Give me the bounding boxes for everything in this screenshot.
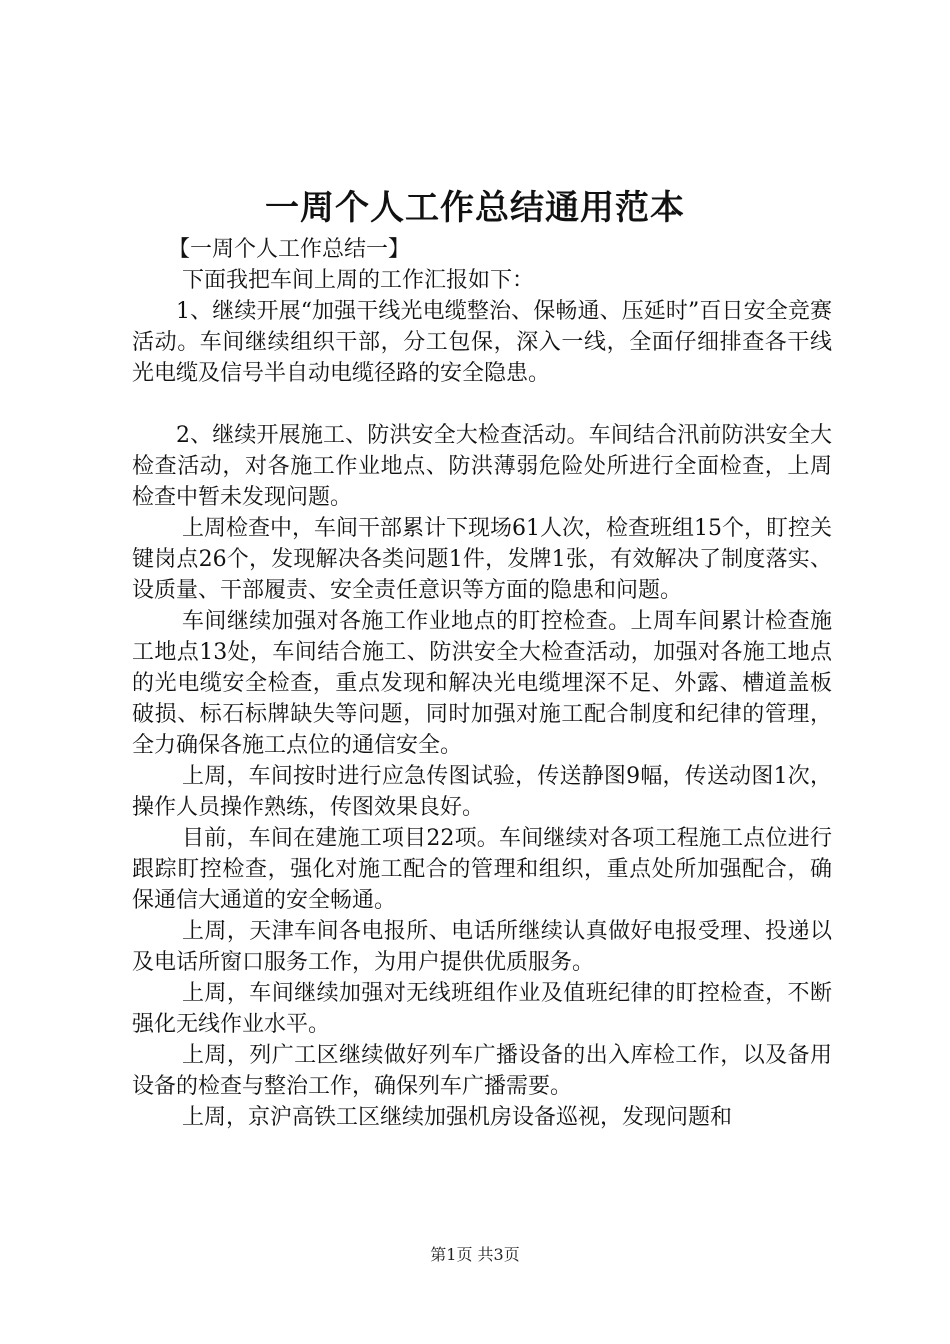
paragraph-telegraph: 上周，天津车间各电报所、电话所继续认真做好电报受理、投递以及电话所窗口服务工作，为用户提供优质服务。 <box>132 919 832 975</box>
document-title: 一周个人工作总结通用范本 <box>265 188 685 228</box>
paragraph-item-1: 1、继续开展“加强干线光电缆整治、保畅通、压延时”百日安全竞赛活动。车间继续组织干部，分工包保，深入一线，全面仔细排查各干线光电缆及信号半自动电缆径路的安全隐患。 <box>132 299 832 386</box>
paragraph-inspection-stats: 上周检查中，车间干部累计下现场61人次，检查班组15个，盯控关键岗点26个，发现解决各类问题1件，发牌1张，有效解决了制度落实、设质量、干部履责、安全责任意识等方面的隐患和问题。 <box>132 516 832 603</box>
paragraph-wireless: 上周，车间继续加强对无线班组作业及值班纪律的盯控检查，不断强化无线作业水平。 <box>132 981 832 1037</box>
paragraph-image-test: 上周，车间按时进行应急传图试验，传送静图9幅，传送动图1次，操作人员操作熟练，传图效果良好。 <box>132 764 832 820</box>
paragraph-construction-check: 车间继续加强对各施工作业地点的盯控检查。上周车间累计检查施工地点13处，车间结合施工、防洪安全大检查活动，加强对各施工地点的光电缆安全检查，重点发现和解决光电缆埋深不足、外露、槽道盖板破损、标石标牌缺失等问题，同时加强对施工配合制度和纪律的管理，全力确保各施工点位的通信安全。 <box>132 609 832 758</box>
paragraph-intro: 下面我把车间上周的工作汇报如下： <box>182 268 535 293</box>
page-footer: 第1页 共3页 <box>430 1245 520 1264</box>
document-body <box>132 234 832 1133</box>
paragraph-projects: 目前，车间在建施工项目22项。车间继续对各项工程施工点位进行跟踪盯控检查，强化对施工配合的管理和组织，重点处所加强配合，确保通信大通道的安全畅通。 <box>132 826 832 913</box>
paragraph-item-2: 2、继续开展施工、防洪安全大检查活动。车间结合汛前防洪安全大检查活动，对各施工作业地点、防洪薄弱危险处所进行全面检查，上周检查中暂未发现问题。 <box>132 423 832 510</box>
paragraph-high-speed-rail: 上周，京沪高铁工区继续加强机房设备巡视，发现问题和 <box>182 1105 733 1130</box>
paragraph-train-broadcast: 上周，列广工区继续做好列车广播设备的出入库检工作，以及备用设备的检查与整治工作，确保列车广播需要。 <box>132 1043 832 1099</box>
section-heading: 【一周个人工作总结一】 <box>168 237 411 262</box>
